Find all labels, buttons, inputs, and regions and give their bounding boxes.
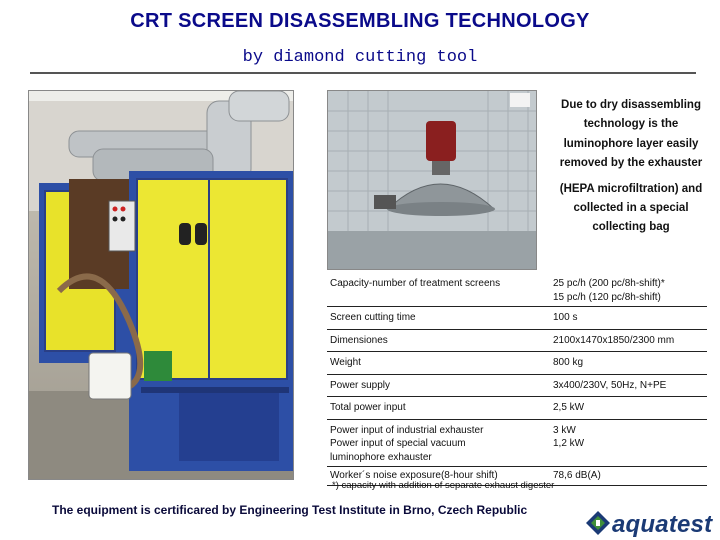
spec-label: Capacity-number of treatment screens [327, 275, 545, 307]
spec-value-line: 15 pc/h (120 pc/8h-shift) [553, 291, 661, 303]
chamber-photo [327, 90, 537, 270]
spec-label: Weight [327, 352, 545, 375]
capacity-footnote: *) capacity with addition of separate exhaust digester [332, 480, 555, 491]
logo-mark-icon [584, 509, 612, 539]
description-line: removed by the exhauster [559, 157, 703, 170]
spec-value [545, 419, 707, 467]
spec-value: 100 s [545, 307, 707, 330]
table-row [327, 419, 707, 467]
spec-value: 78,6 dB(A) [545, 467, 707, 486]
description-line: Due to dry disassembling [561, 99, 701, 111]
page-title: CRT SCREEN DISASSEMBLING TECHNOLOGY [130, 10, 590, 32]
spec-label: Screen cutting time [327, 307, 545, 330]
spec-value [545, 275, 707, 307]
table-row [327, 397, 707, 420]
spec-label: Total power input [327, 397, 545, 420]
table-row [327, 329, 707, 352]
spec-label: Dimensiones [327, 329, 545, 352]
spec-value-line: 3 kW [553, 424, 576, 436]
spec-value: 2,5 kW [545, 397, 707, 420]
table-row [327, 275, 707, 307]
spec-value: 800 kg [545, 352, 707, 375]
certification-text: The equipment is certificared by Engineering Test Institute in Brno, Czech Republic [52, 503, 528, 517]
spec-value-line: 1,2 kW [553, 438, 585, 449]
description-line: collected in a special [573, 202, 689, 215]
aquatest-logo [584, 509, 720, 539]
page-subtitle: by diamond cutting tool [242, 48, 478, 67]
logo-word: aquatest [612, 511, 713, 538]
spec-value-line: 25 pc/h (200 pc/8h-shift)* [553, 278, 665, 289]
table-row [327, 352, 707, 375]
description-line: luminophore layer easily [563, 137, 699, 150]
spec-value: 3x400/230V, 50Hz, N+PE [545, 374, 707, 397]
table-row [327, 374, 707, 397]
description-line: collecting bag [592, 221, 670, 234]
machine-photo [28, 90, 294, 480]
spec-label: Power supply [327, 374, 545, 397]
description-line: (HEPA microfiltration) and [559, 182, 703, 195]
specs-table [327, 275, 707, 486]
table-row [327, 307, 707, 330]
process-description [546, 96, 716, 238]
description-line: technology is the [583, 118, 679, 131]
spec-label: Power input of industrial exhauster Power input of special vacuum luminophore exhauster [327, 419, 545, 467]
spec-value: 2100x1470x1850/2300 mm [545, 329, 707, 352]
title-divider [30, 72, 696, 74]
spec-label: Worker´s noise exposure(8-hour shift) [327, 467, 545, 486]
